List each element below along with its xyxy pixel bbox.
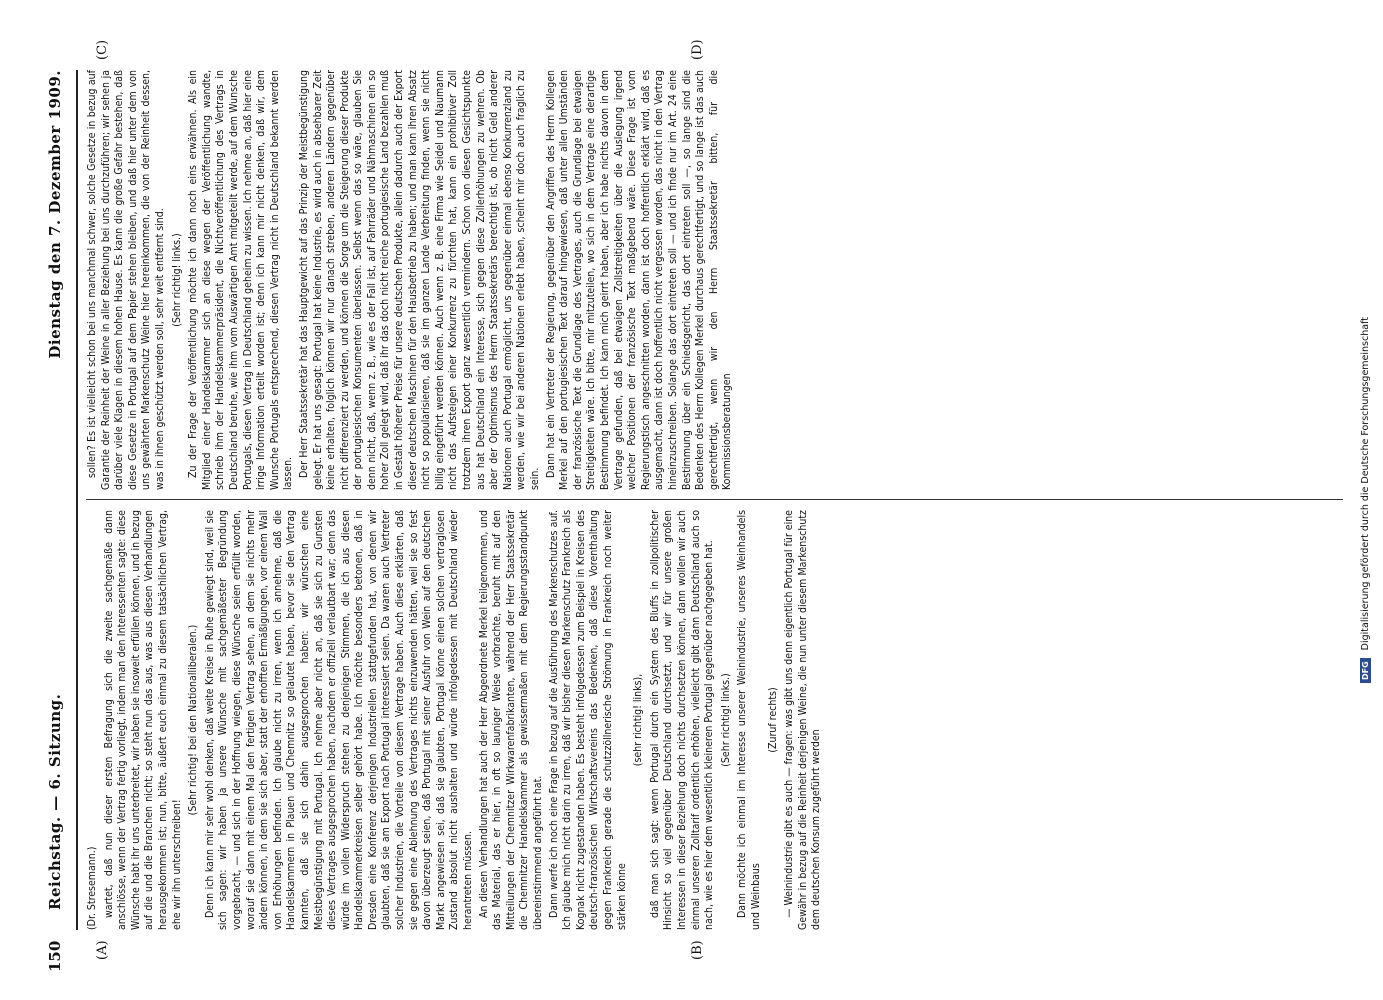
speaker-label: (Dr. Stresemann.) xyxy=(86,846,98,930)
paragraph: wartet, daß nun dieser ersten Befragung sich die zweite sachgemäße dann anschlösse, wenn der Vertrag fertig vorliegt, indem man den Interessenten sagte: diese Wünsche habt ihr uns unterbreitet, wir haben sie insoweit erfüllen können, und in bezug auf die und die Branchen nicht; so steht nun das aus, was aus diesen Verhandlungen herausgekommen ist; nun, bitte, äußert euch einmal zu diesem tatsächlichen Vertrag, ehe wir ihn unterschreiben! xyxy=(102,510,183,930)
left-column xyxy=(86,510,1343,930)
paragraph: sollen? Es ist vielleicht schon bei uns manchmal schwer, solche Gesetze in bezug auf Garantie der Reinheit der Weine in aller Beziehung bei uns durchzuführen; wir sehen ja darüber viele Klagen in diesem hohen Hause. Es kann die große Gefahr bestehen, daß diese Gesetze in Portugal auf dem Papier stehen bleiben, und daß hier unter dem von uns gewährten Markenschutz Weine hier hereinkommen, die von der Reinheit dessen, was in ihnen geschützt werden soll, sehr weit entfernt sind. xyxy=(86,70,166,490)
credit-text: Digitalisierung gefördert durch die Deutsche Forschungsgemeinschaft xyxy=(1360,317,1371,651)
header-date: Dienstag den 7. Dezember 1909. xyxy=(46,70,64,359)
paragraph: daß man sich sagt: wenn Portugal durch ein System des Bluffs in zollpolitischer Hinsicht so viel gegenüber Deutschland durchsetzt, und wir für unsere großen Interessen in dieser Beziehung doch nichts durchsetzen können, dann wollen wir auch einmal unseren Zolltarif ordentlich erhöhen, vielleicht gibt dann Deutschland auch so nach, wie es hier dem wesentlich kleineren Portugal gegenüber nachgegeben hat. xyxy=(648,510,716,930)
paragraph: Dann hat ein Vertreter der Regierung, gegenüber den Angriffen des Herrn Kollegen Merkel auf den portugiesischen Text darauf hingewiesen, daß unter allen Umständen der französische Text die Grundlage des Vertrages, auch die Grundlage bei etwaigen Streitigkeiten wäre. Ich bitte, mir mitzuteilen, wo sich in dem Vertrage eine derartige Bestimmung befindet. Ich kann mich geirrt haben, aber ich habe nichts davon in dem Vertrage gefunden, daß bei etwaigen Zollstreitigkeiten über die Auslegung irgend welcher Positionen der französische Text maßgebend wäre. Diese Frage ist vom Regierungstisch angeschnitten worden, dann ist doch hoffentlich erklärt wird, daß es ausgemacht, dann ist doch hoffentlich nicht vergessen worden, das nicht in den Vertrag hineinzuschreiben. Solange das dort eintreten soll — und ich finde nur im Art. 24 eine Bestimmung über ein Schiedsgericht, das dort eintreten soll —, so lange sind die Bedenken des Herrn Kollegen Merkel durchaus gerechtfertigt, und so lange ist das auch gerechtfertigt, wenn wir den Herrn Staatssekretär bitten, für die Kommissionsberatungen xyxy=(544,70,734,490)
margin-mark-b: (B) xyxy=(690,940,705,960)
page-number: 150 xyxy=(46,940,64,972)
interjection: (Sehr richtig! bei den Nationalliberalen.) xyxy=(187,624,200,816)
page-header xyxy=(40,0,70,1000)
right-column xyxy=(86,70,1343,490)
header-title: Reichstag. — 6. Sitzung. xyxy=(46,693,64,910)
paragraph: Dann möchte ich einmal im Interesse unserer Weinindustrie, unseres Weinhandels und Weinbaus xyxy=(736,510,762,930)
interjection: (Zuruf rechts) xyxy=(766,687,779,753)
paragraph: An diesen Verhandlungen hat auch der Herr Abgeordnete Merkel teilgenommen, und das Material, das er hier, in oft so launiger Weise vorbrachte, beruht mit auf den Mitteilungen der Chemnitzer Wirkwarenfabrikanten, während der Herr Staatssekretär die Chemnitzer Handelskammer als gewissermaßen mit dem Regierungsstandpunkt übereinstimmend angeführt hat. xyxy=(477,510,544,930)
header-rule xyxy=(76,70,78,930)
interjection: (sehr richtig! links), xyxy=(632,673,645,767)
paragraph: Denn ich kann mir sehr wohl denken, daß weite Kreise in Ruhe gewiegt sind, weil sie sich sagen: wir haben ja unsere Wünsche mit sachgemäßester Begründung vorgebracht, — und sich in der Hoffnung wiegen, diese Wünsche seien erfüllt worden, worauf sie dann mit einem Mal den fertigen Vertrag sehen, an dem sie nichts mehr ändern können, in dem sie sich aber, statt der erhofften Ermäßigungen, vor einem Wall von Erhöhungen befinden. Ich glaube nicht zu irren, wenn ich annehme, daß die Handelskammern in Plauen und Chemnitz so gelautet haben, bevor sie den Vertrag kannten, daß sie sich dahin ausgesprochen haben: wir wünschen eine Meistbegünstigung mit Portugal. Ich nehme aber nicht an, daß sie sich zu Gunsten dieses Vertrages ausgesprochen haben, nachdem er offiziell verlautbart war; denn das würde im vollen Widerspruch stehen zu denjenigen Stimmen, die ich aus diesen Handelskammerkreisen selber gehört habe. Ich möchte besonders betonen, daß in Dresden eine Konferenz derjenigen Industriellen stattgefunden hat, von denen wir glaubten, daß sie am Export nach Portugal interessiert seien. Da waren auch Vertreter solcher Industrien, die Vorteile von diesem Vertrage haben. Auch diese erklärten, daß sie gegen eine Ablehnung des Vertrages nichts einzuwenden hätten, weil sie so fest davon überzeugt seien, daß Portugal mit seiner Ausfuhr von Wein auf den deutschen Markt angewiesen sei, daß sie glaubten, Portugal könne einen solchen vertraglosen Zustand absolut nicht aushalten und würde infolgedessen mit Deutschland wieder herantreten müssen. xyxy=(203,510,475,930)
paragraph: — Weinindustrie gibt es auch — fragen: was gibt uns denn eigentlich Portugal für eine Gewähr in bezug auf die Reinheit derjenigen Weine, die nun unter diesem Markenschutz dem deutschen Konsum zugeführt werden xyxy=(783,510,823,930)
interjection: (Sehr richtig! links.) xyxy=(719,673,732,767)
digitization-credit xyxy=(1360,0,1371,1000)
dfg-logo: DFG xyxy=(1360,658,1371,683)
paragraph: Dann werfe ich noch eine Frage in bezug auf die Ausführung des Markenschutzes auf. Ich glaube mich nicht darin zu irren, daß wir bisher diesen Markenschutz Frankreich als Kognak nicht zugestanden haben. Es besteht infolgedessen zum Beispiel in Kreisen des deutsch-französischen Wirtschaftsvereins das Bedenken, daß diese Vorenthaltung gegen Frankreich gerade die schutzzöllnerische Strömung in Frankreich noch weiter stärken könne xyxy=(547,510,628,930)
margin-mark-d: (D) xyxy=(690,39,705,60)
column-divider xyxy=(86,499,1343,500)
margin-mark-a: (A) xyxy=(95,940,110,960)
paragraph: Zu der Frage der Veröffentlichung möchte ich dann noch eins erwähnen. Als ein Mitglied einer Handelskammer sich an diese wegen der Veröffentlichung wandte, schrieb ihm der Handelskammerpräsident, die Nichtveröffentlichung des Vertrags in Deutschland beruhe, wie ihm vom Auswärtigen Amt mitgeteilt werde, auf dem Wunsche Portugals, diesen Vertrag in Deutschland geheim zu wissen. Ich nehme an, daß hier eine irrige Information erteilt worden ist; denn ich kann mir nicht denken, daß wir, dem Wunsche Portugals entsprechend, diesen Vertrag nicht in Deutschland bekannt werden lassen. xyxy=(187,70,295,490)
interjection: (Sehr richtig! links.) xyxy=(170,233,183,327)
paragraph: Der Herr Staatssekretär hat das Hauptgewicht auf das Prinzip der Meistbegünstigung gelegt. Er hat uns gesagt: Portugal hat keine Industrie, es wird auch in absehbarer Zeit keine erhalten, folglich können wir nur danach streben, anderen Ländern gegenüber nicht differenziert zu werden, und können die Sorge um die Steigerung dieser Produkte der portugiesischen Konsumenten überlassen. Selbst wenn das so wäre, glauben Sie denn nicht, daß, wenn z. B., wie es der Fall ist, auf Fahrräder und Nähmaschinen ein so hoher Zoll gelegt wird, daß ihr das doch nicht reiche portugiesische Land bezahlen muß in Gestalt höherer Preise für unsere deutschen Produkte, allein dadurch auch der Export dieser deutschen Maschinen für den Hausbetrieb zu haben; und man kann ihren Absatz nicht so popularisieren, daß sie im ganzen Lande Verbreitung finden, wenn sie nicht billig eingeführt werden können. Auch wenn z. B. eine Firma wie Seidel und Naumann nicht das Aufsteigen einer Konkurrenz zu fürchten hat, kann ein prohibitiver Zoll trotzdem ihren Export ganz wesentlich vermindern. Schon von diesen Gesichtspunkte aus hat Deutschland ein Interesse, sich gegen diese Zollerhöhungen zu wehren. Ob aber der Optimismus des Herrn Staatssekretärs berechtigt ist, ob nicht Geld anderer Nationen auch Portugal ermöglicht, uns gegenüber einmal ebenso Konkurrenzland zu werden, wie wir bei anderen Nationen erlebt haben, scheint mir doch auch fraglich zu sein. xyxy=(297,70,541,490)
margin-mark-c: (C) xyxy=(95,39,110,60)
